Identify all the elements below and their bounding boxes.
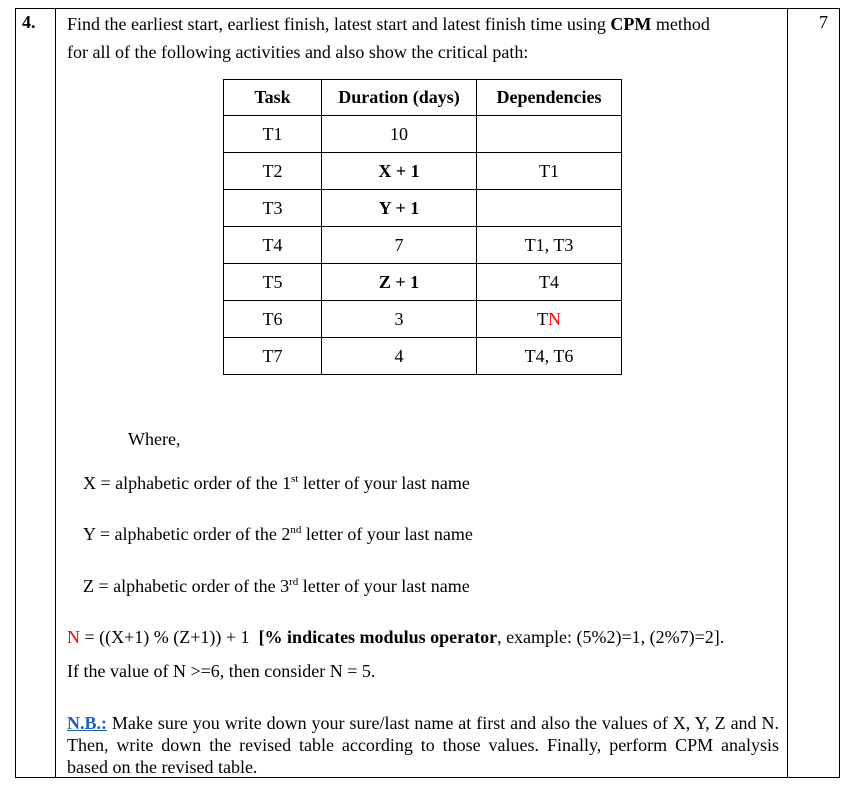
question-number: 4. [22, 12, 36, 32]
duration-cell: Y + 1 [322, 190, 477, 227]
dependencies-cell: TN [477, 301, 622, 338]
nb-label: N.B.: [67, 713, 107, 733]
dependencies-cell: T1 [477, 153, 622, 190]
table-header-row [224, 80, 622, 116]
table-row [224, 190, 622, 227]
task-cell: T5 [224, 264, 322, 301]
definition-x: X = alphabetic order of the 1st letter of your last name [83, 473, 470, 493]
question-line-1: Find the earliest start, earliest finish, latest start and latest finish time using CPM method [67, 14, 710, 34]
table-row [224, 338, 622, 375]
duration-cell: 3 [322, 301, 477, 338]
duration-cell: 7 [322, 227, 477, 264]
dependencies-cell: T1, T3 [477, 227, 622, 264]
n-formula: N = ((X+1) % (Z+1)) + 1 [% indicates modulus operator, example: (5%2)=1, (2%7)=2]. [67, 627, 725, 647]
task-cell: T7 [224, 338, 322, 375]
question-marks: 7 [819, 12, 828, 32]
dependencies-cell: T4, T6 [477, 338, 622, 375]
dependencies-cell [477, 190, 622, 227]
table-row [224, 227, 622, 264]
header-task: Task [224, 80, 322, 116]
task-cell: T2 [224, 153, 322, 190]
task-cell: T4 [224, 227, 322, 264]
dependencies-cell: T4 [477, 264, 622, 301]
task-table [223, 79, 622, 375]
table-row [224, 264, 622, 301]
duration-cell: X + 1 [322, 153, 477, 190]
header-dependencies: Dependencies [477, 80, 622, 116]
header-duration: Duration (days) [322, 80, 477, 116]
question-line-2: for all of the following activities and also show the critical path: [67, 42, 529, 62]
duration-cell: 10 [322, 116, 477, 153]
marks-column-divider [787, 8, 788, 778]
definition-z: Z = alphabetic order of the 3rd letter of your last name [83, 576, 470, 596]
task-cell: T6 [224, 301, 322, 338]
table-row [224, 116, 622, 153]
task-cell: T1 [224, 116, 322, 153]
definition-y: Y = alphabetic order of the 2nd letter of your last name [83, 524, 473, 544]
number-column-divider [55, 8, 56, 778]
nb-paragraph: N.B.: Make sure you write down your sure/last name at first and also the values of X, Y, Z and N. Then, write down the revised table according to those values. Finally, perform CPM analysis based on the revised table. [67, 713, 779, 777]
duration-cell: Z + 1 [322, 264, 477, 301]
table-row [224, 153, 622, 190]
task-cell: T3 [224, 190, 322, 227]
n-condition: If the value of N >=6, then consider N = 5. [67, 661, 376, 681]
dependencies-cell [477, 116, 622, 153]
table-row [224, 301, 622, 338]
duration-cell: 4 [322, 338, 477, 375]
where-label: Where, [128, 429, 181, 449]
